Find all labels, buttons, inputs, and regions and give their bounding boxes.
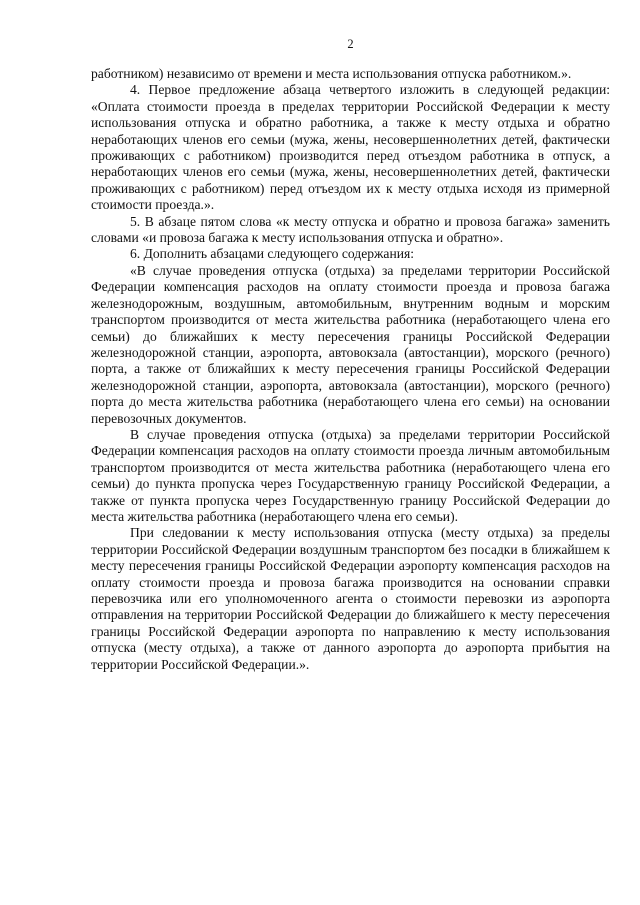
paragraph-continuation: работником) независимо от времени и места использования отпуска работником.». <box>91 66 572 81</box>
paragraph-item-6: 6. Дополнить абзацами следующего содержания: <box>130 246 415 262</box>
document-page <box>91 36 610 673</box>
paragraph-air-transport: При следовании к месту использования отпуска (месту отдыха) за пределы территории Российской Федерации воздушным транспортом без посадки в ближайшем к месту пересечения границы Российской Федерации аэропорту компенсация расходов на оплату стоимости проезда и провоза багажа производится на основании справки перевозчика или его уполномоченного агента о стоимости перевозки из аэропорта отправления на территории Российской Федерации до ближайшего к месту пересечения границы Российской Федерации аэропорта по направлению к месту использования отпуска (месту отдыха), а также от данного аэропорта до аэропорта прибытия на территории Российской Федерации.». <box>91 525 610 672</box>
paragraph-abroad-compensation: «В случае проведения отпуска (отдыха) за пределами территории Российской Федерации компенсация расходов на оплату стоимости проезда и провоза багажа железнодорожным, воздушным, автомобильным, внутренним водным и морским транспортом производится от места жительства работника (неработающего члена его семьи) до ближайших к месту пересечения границы Российской Федерации железнодорожной станции, аэропорта, автовокзала (автостанции), морского (речного) порта, а также от ближайших к месту пересечения границы Российской Федерации железнодорожной станции, аэропорта, автовокзала (автостанции), морского (речного) порта до места жительства работника (неработающего члена его семьи) на основании перевозочных документов. <box>91 262 610 426</box>
paragraph-personal-vehicle: В случае проведения отпуска (отдыха) за пределами территории Российской Федерации компенсация расходов на оплату стоимости проезда личным автомобильным транспортом производится от места жительства работника (неработающего члена его семьи) до пункта пропуска через Государственную границу Российской Федерации, а также от пункта пропуска через Государственную границу Российской Федерации до места жительства работника (неработающего члена его семьи). <box>91 426 610 524</box>
paragraph-item-5: 5. В абзаце пятом слова «к месту отпуска и обратно и провоза багажа» заменить словами «и провоза багажа к месту использования отпуска и обратно». <box>91 213 610 246</box>
page-number: 2 <box>347 37 354 51</box>
paragraph-item-4: 4. Первое предложение абзаца четвертого изложить в следующей редакции: «Оплата стоимости проезда в пределах территории Российской Федерации к месту использования отпуска и обратно работника, а также к месту отдыха и обратно неработающих членов его семьи (мужа, жены, несовершеннолетних детей, фактически проживающих с работником) производится перед отъездом работника в отпуск, а неработающих членов его семьи (мужа, жены, несовершеннолетних детей, фактически проживающих с работником) перед отъездом их к месту отдыха исходя из примерной стоимости проезда.». <box>91 82 610 213</box>
